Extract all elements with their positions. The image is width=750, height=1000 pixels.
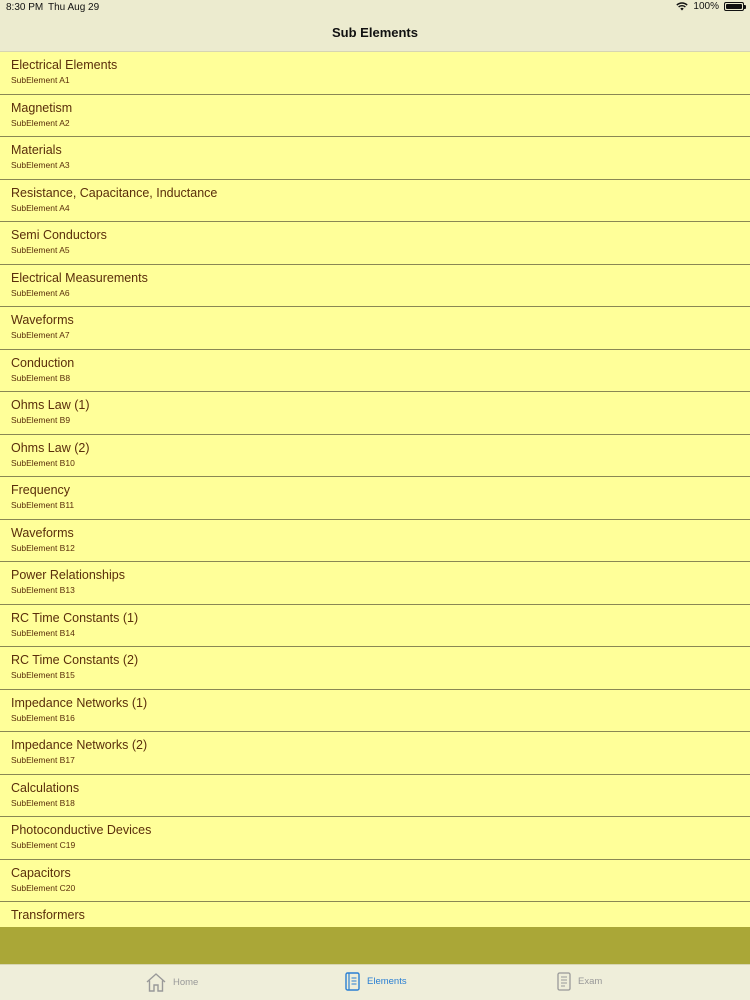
list-item[interactable] <box>0 562 750 605</box>
list-item[interactable] <box>0 520 750 563</box>
list-item[interactable] <box>0 775 750 818</box>
list-item-subtitle: SubElement A2 <box>11 117 70 128</box>
list-item-subtitle: SubElement B10 <box>11 457 75 468</box>
list-item[interactable] <box>0 137 750 180</box>
list-item-subtitle: SubElement A7 <box>11 330 70 340</box>
status-bar <box>0 0 750 14</box>
list-item-subtitle: SubElement C20 <box>11 882 76 893</box>
list-item-title: RC Time Constants (2) <box>11 653 139 667</box>
battery-percent: 100% <box>693 1 719 12</box>
list-item-title: Calculations <box>11 780 80 795</box>
list-item[interactable] <box>0 95 750 138</box>
tab-bar <box>0 964 750 1000</box>
list-item-title: Conduction <box>11 355 75 370</box>
wifi-icon <box>676 2 688 11</box>
list-item[interactable] <box>0 732 750 775</box>
status-right <box>676 1 744 12</box>
list-item-title: Power Relationships <box>11 568 125 582</box>
list-item-title: Semi Conductors <box>11 228 107 242</box>
list-item[interactable] <box>0 860 750 903</box>
list-item[interactable] <box>0 265 750 308</box>
home-icon <box>145 972 167 992</box>
tab-home[interactable] <box>145 972 198 992</box>
list-item[interactable] <box>0 307 750 350</box>
list-item-title: Photoconductive Devices <box>11 823 152 837</box>
list-item[interactable] <box>0 605 750 648</box>
list-item-subtitle: SubElement A1 <box>11 75 70 85</box>
list-item[interactable] <box>0 392 750 435</box>
list-item-subtitle: SubElement B16 <box>11 712 75 723</box>
list-item-subtitle: SubElement A6 <box>11 287 70 298</box>
list-item[interactable] <box>0 180 750 223</box>
list-item-title: Impedance Networks (2) <box>11 738 148 752</box>
list-item-title: Materials <box>11 143 62 157</box>
list-item-subtitle: SubElement B13 <box>11 585 75 595</box>
list-item[interactable] <box>0 817 750 860</box>
list-item[interactable] <box>0 350 750 393</box>
list-item-subtitle: SubElement B11 <box>11 500 75 510</box>
list-item-subtitle: SubElement B17 <box>11 755 75 765</box>
page-title: Sub Elements <box>332 25 418 40</box>
tab-elements[interactable] <box>345 972 407 991</box>
tab-elements-label: Elements <box>367 976 407 987</box>
list-item-subtitle: SubElement B12 <box>11 542 75 553</box>
list-item-subtitle: SubElement C19 <box>11 840 76 850</box>
battery-icon <box>724 2 744 11</box>
list-item-subtitle: SubElement B14 <box>11 627 75 638</box>
list-item-subtitle: SubElement B9 <box>11 415 71 425</box>
list-item-subtitle: SubElement B18 <box>11 797 75 808</box>
list-item[interactable] <box>0 647 750 690</box>
tab-home-label: Home <box>173 976 199 988</box>
list-item[interactable] <box>0 477 750 520</box>
list-item-subtitle: SubElement A3 <box>11 160 70 170</box>
tab-exam-label: Exam <box>578 976 603 987</box>
list-item-title: Electrical Elements <box>11 58 118 72</box>
list-item-title: Ohms Law (1) <box>11 398 90 412</box>
list-item-title: RC Time Constants (1) <box>11 610 139 625</box>
document-icon <box>556 972 572 991</box>
list-item[interactable] <box>0 52 750 95</box>
list-item-title: Resistance, Capacitance, Inductance <box>11 185 218 200</box>
olive-bar <box>0 927 750 964</box>
list-item-title: Waveforms <box>11 525 74 540</box>
list-item-subtitle: SubElement B15 <box>11 670 75 680</box>
status-time: 8:30 PM <box>6 2 44 13</box>
tab-exam[interactable] <box>556 972 602 991</box>
list-item[interactable] <box>0 222 750 265</box>
list-item-title: Frequency <box>11 483 71 497</box>
list-item-title: Waveforms <box>11 313 74 327</box>
book-icon <box>345 972 361 991</box>
sub-elements-list[interactable] <box>0 52 750 927</box>
list-item-title: Electrical Measurements <box>11 270 148 285</box>
list-item-subtitle: SubElement A4 <box>11 202 70 213</box>
list-item-title: Impedance Networks (1) <box>11 695 148 710</box>
list-item-title: Transformers <box>11 908 85 922</box>
list-item[interactable] <box>0 690 750 733</box>
list-item-subtitle: SubElement A5 <box>11 245 70 255</box>
list-item-title: Capacitors <box>11 865 71 880</box>
list-item-title: Ohms Law (2) <box>11 440 90 455</box>
status-date: Thu Aug 29 <box>48 2 100 13</box>
list-item-subtitle: SubElement B8 <box>11 372 71 383</box>
navigation-bar <box>0 14 750 52</box>
list-item-title: Magnetism <box>11 100 73 115</box>
list-item[interactable] <box>0 435 750 478</box>
